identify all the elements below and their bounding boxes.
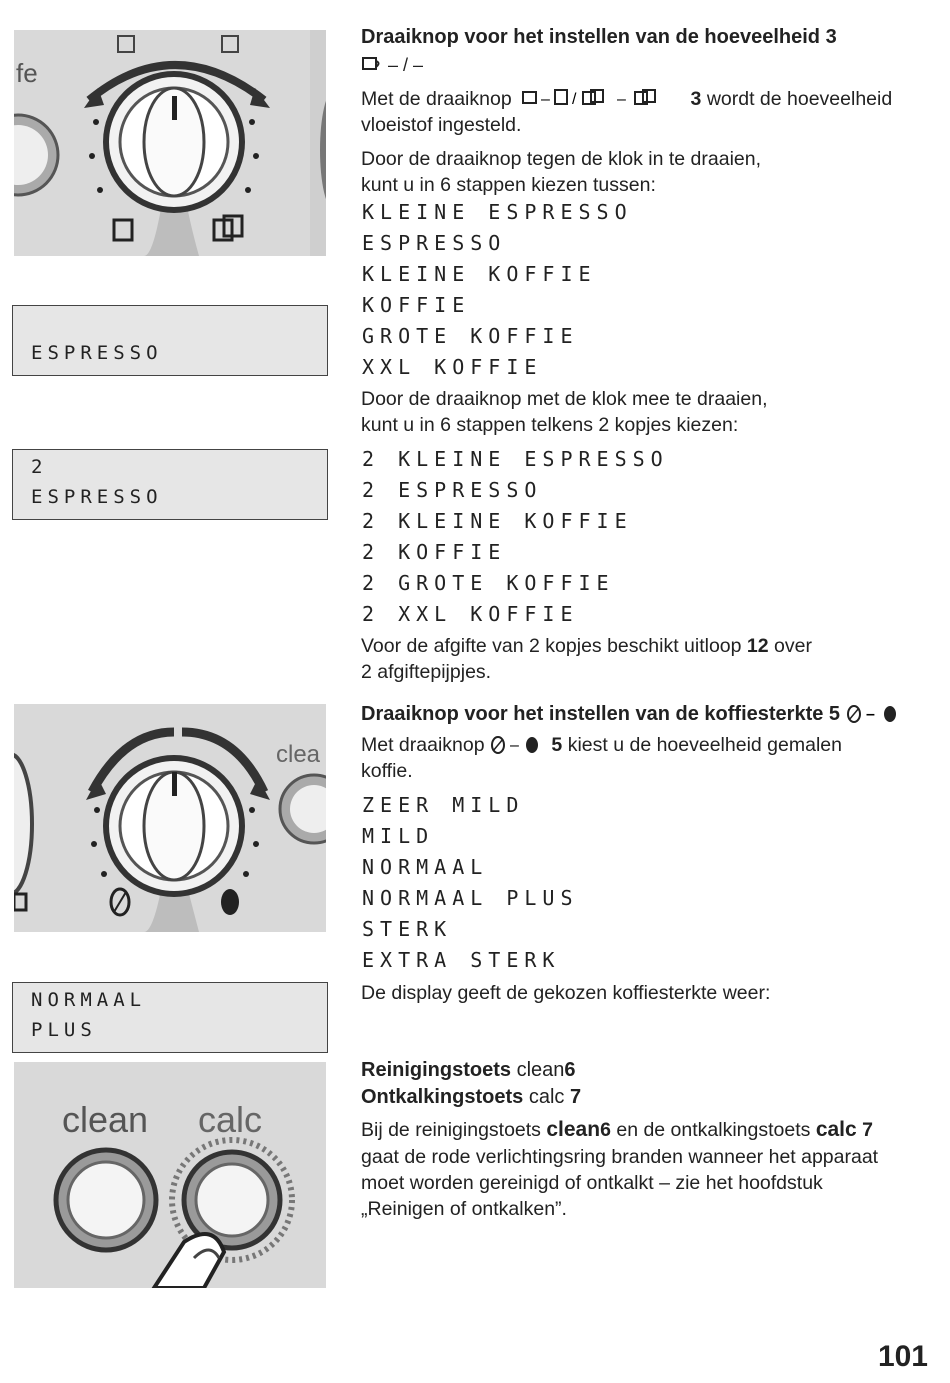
clean-body-key1: clean xyxy=(546,1118,601,1141)
heading-icon-separators: – / – xyxy=(388,55,424,75)
spout-prefix: Voor de afgifte van 2 kopjes beschikt uitloop xyxy=(361,635,742,657)
strength-intro-prefix: Met draaiknop xyxy=(361,734,485,756)
double-option: 2 KLEINE ESPRESSO xyxy=(362,447,669,471)
strength-display-note: De display geeft de gekozen koffiesterkte weer: xyxy=(361,982,771,1004)
amount-cw-line1: Door de draaiknop met de klok mee te draaien, xyxy=(361,388,768,410)
display-line: ESPRESSO xyxy=(31,486,163,508)
double-option: 2 XXL KOFFIE xyxy=(362,602,579,626)
double-option: 2 KLEINE KOFFIE xyxy=(362,509,633,533)
strength-heading-text: Draaiknop voor het instellen van de koffiesterkte 5 xyxy=(361,703,841,725)
display-espresso xyxy=(12,305,328,376)
single-option: ESPRESSO xyxy=(362,231,507,255)
clean-body-line4: „Reinigen of ontkalken”. xyxy=(361,1198,567,1220)
svg-text:–: – xyxy=(617,91,627,108)
calc-heading-prefix: Ontkalkingstoets xyxy=(361,1086,524,1108)
clean-body-num1: 6 xyxy=(600,1119,611,1141)
clean-heading-key: clean xyxy=(516,1059,565,1081)
double-option: 2 GROTE KOFFIE xyxy=(362,571,615,595)
display-line: 2 xyxy=(31,456,48,478)
clean-calc-drawing xyxy=(14,1062,326,1288)
single-option: XXL KOFFIE xyxy=(362,355,543,379)
strength-intro-suffix: kiest u de hoeveelheid gemalen xyxy=(567,734,842,756)
amount-dial-drawing xyxy=(14,30,326,256)
fig3-calc-label: calc xyxy=(198,1099,263,1140)
display-normaal-plus xyxy=(12,982,328,1053)
bean-mild-strong-icon xyxy=(846,703,906,730)
single-option: GROTE KOFFIE xyxy=(362,324,579,348)
page-number: 101 xyxy=(877,1340,928,1373)
svg-text:/: / xyxy=(572,91,577,108)
strength-heading xyxy=(361,701,906,730)
clean-body-num2: 7 xyxy=(862,1119,873,1141)
amount-intro-line1 xyxy=(361,86,892,115)
amount-ccw-line2: kunt u in 6 stappen kiezen tussen: xyxy=(361,174,656,196)
spout-number: 12 xyxy=(746,635,769,657)
single-option: KOFFIE xyxy=(362,293,471,317)
single-option: KLEINE ESPRESSO xyxy=(362,200,633,224)
clean-body-key2: calc xyxy=(815,1118,857,1141)
calc-heading xyxy=(361,1084,581,1110)
display-two-espresso xyxy=(12,449,328,520)
svg-text:–: – xyxy=(541,91,551,108)
spout-line1 xyxy=(361,633,812,659)
amount-intro-line2: vloeistof ingesteld. xyxy=(361,114,522,136)
amount-cw-line2: kunt u in 6 stappen telkens 2 kopjes kiezen: xyxy=(361,414,739,436)
clean-body-mid: en de ontkalkingstoets xyxy=(616,1119,811,1141)
clean-heading xyxy=(361,1057,576,1083)
clean-heading-prefix: Reinigingstoets xyxy=(361,1059,512,1081)
strength-option: EXTRA STERK xyxy=(362,948,561,972)
strength-intro-line2: koffie. xyxy=(361,760,413,782)
amount-ccw-line1: Door de draaiknop tegen de klok in te draaien, xyxy=(361,148,762,170)
fig3-clean-label: clean xyxy=(62,1099,149,1140)
fig2-label: clea xyxy=(276,741,321,768)
strength-intro-line1 xyxy=(361,732,842,761)
calc-heading-num: 7 xyxy=(569,1086,582,1108)
spout-suffix: over xyxy=(774,635,812,657)
double-option: 2 KOFFIE xyxy=(362,540,507,564)
amount-cups-icon xyxy=(517,88,685,115)
clean-body-prefix: Bij de reinigingstoets xyxy=(361,1119,541,1141)
svg-text:–: – xyxy=(865,706,875,723)
calc-heading-key: calc xyxy=(528,1086,565,1108)
amount-intro-number: 3 xyxy=(690,88,702,110)
bean-icon xyxy=(490,734,546,761)
amount-intro-suffix: wordt de hoeveelheid xyxy=(706,88,893,110)
strength-option: NORMAAL xyxy=(362,855,489,879)
amount-heading: Draaiknop voor het instellen van de hoeveelheid 3 xyxy=(361,26,837,48)
small-cup-icon xyxy=(361,54,383,81)
strength-intro-number: 5 xyxy=(551,734,563,756)
clean-body-line1 xyxy=(361,1117,873,1143)
display-line: ESPRESSO xyxy=(31,342,163,364)
amount-intro-prefix: Met de draaiknop xyxy=(361,88,512,110)
svg-text:–: – xyxy=(510,737,519,754)
amount-dial-illustration xyxy=(14,30,326,256)
strength-option: MILD xyxy=(362,824,435,848)
amount-heading-icons xyxy=(361,52,423,81)
display-line: PLUS xyxy=(31,1019,97,1041)
strength-option: STERK xyxy=(362,917,453,941)
strength-dial-illustration xyxy=(14,704,326,932)
strength-option: NORMAAL PLUS xyxy=(362,886,579,910)
clean-heading-num: 6 xyxy=(564,1059,576,1081)
clean-body-line2: gaat de rode verlichtingsring branden wanneer het apparaat xyxy=(361,1146,879,1168)
display-line: NORMAAL xyxy=(31,989,147,1011)
strength-option: ZEER MILD xyxy=(362,793,525,817)
single-option: KLEINE KOFFIE xyxy=(362,262,597,286)
double-option: 2 ESPRESSO xyxy=(362,478,543,502)
clean-body-line3: moet worden gereinigd of ontkalkt – zie het hoofdstuk xyxy=(361,1172,823,1194)
fig1-label: fe xyxy=(16,58,38,88)
clean-calc-illustration xyxy=(14,1062,326,1288)
spout-line2: 2 afgiftepijpjes. xyxy=(361,661,492,683)
strength-dial-drawing xyxy=(14,704,326,932)
